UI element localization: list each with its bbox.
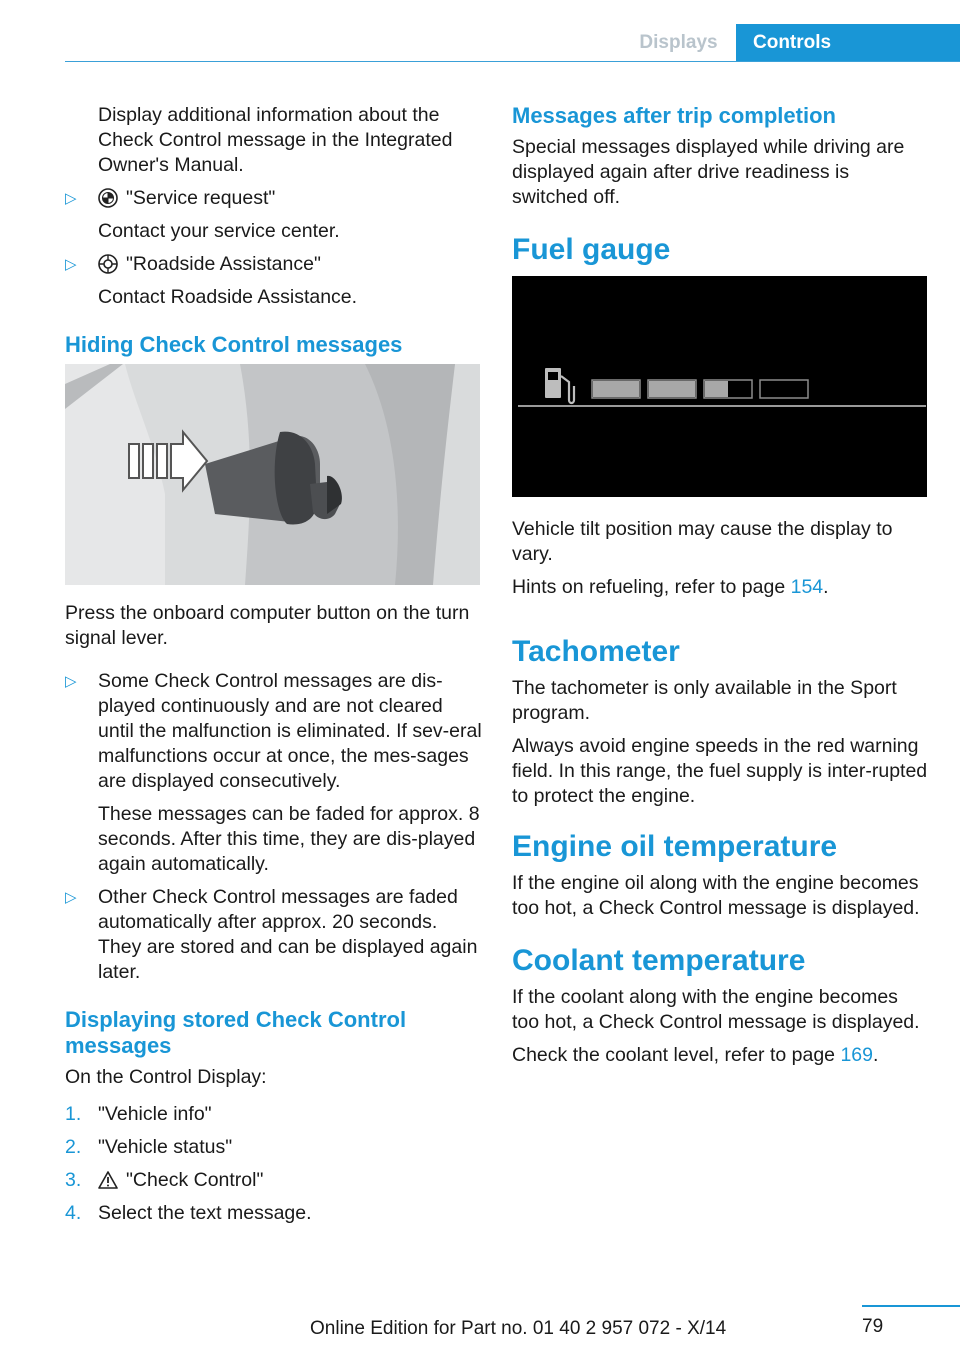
left-column [65, 103, 483, 1234]
roadside-label: "Roadside Assistance" [126, 253, 321, 275]
faded-text: These messages can be faded for approx. 8 seconds. After this time, they are dis-played again automatically. [98, 803, 480, 875]
tachometer-text-1: The tachometer is only available in the Sport program. [512, 677, 897, 724]
list-item-other [65, 885, 483, 985]
step-number: 1. [65, 1103, 82, 1125]
step-item [65, 1135, 483, 1160]
trip-text: Special messages displayed while driving are displayed again after drive readiness is switched off. [512, 136, 905, 208]
triangle-bullet-icon: ▷ [65, 889, 77, 906]
coolant-text: If the coolant along with the engine becomes too hot, a Check Control message is displayed. [512, 986, 920, 1033]
fuel-gauge-figure [512, 276, 927, 497]
tachometer-text-2: Always avoid engine speeds in the red warning field. In this range, the fuel supply is inter-rupted to protect the engine. [512, 735, 928, 807]
triangle-bullet-icon: ▷ [65, 190, 77, 207]
refuel-page-link[interactable]: 154 [790, 576, 824, 598]
list-item-roadside [65, 252, 483, 277]
service-request-sub: Contact your service center. [98, 220, 340, 242]
step-item [65, 1168, 483, 1193]
right-column [512, 103, 930, 1076]
press-text: Press the onboard computer button on the turn signal lever. [65, 602, 470, 649]
step-number: 2. [65, 1136, 82, 1158]
service-request-label: "Service request" [126, 187, 276, 209]
edition-text: Online Edition for Part no. 01 40 2 957 072 - X/14 [310, 1318, 727, 1339]
tachometer-heading: Tachometer [512, 635, 680, 668]
roadside-sub: Contact Roadside Assistance. [98, 286, 358, 308]
page-number: 79 [862, 1316, 884, 1337]
step-item [65, 1201, 483, 1226]
step-text: "Check Control" [126, 1169, 264, 1191]
hiding-heading: Hiding Check Control messages [65, 332, 403, 357]
oil-temp-text: If the engine oil along with the engine becomes too hot, a Check Control message is displayed. [512, 872, 920, 919]
continuous-text: Some Check Control messages are dis-played continuously and are not cleared until the malfunction is eliminated. If sev-eral malfunctions occur at once, the mes-sages are displayed consecutively. [98, 670, 482, 792]
bmw-logo-icon [98, 188, 118, 208]
fuel-segment-fill [649, 381, 695, 397]
turn-signal-lever-illustration [65, 364, 480, 585]
triangle-bullet-icon: ▷ [65, 256, 77, 273]
coolant-check-text: Check the coolant level, refer to page 169. [512, 1044, 879, 1066]
step-item [65, 1102, 483, 1127]
fuel-segment-outline [760, 380, 808, 398]
fuel-segment-fill [593, 381, 639, 397]
step-text: "Vehicle info" [98, 1103, 212, 1125]
list-item-service-request [65, 186, 483, 211]
step-text: "Vehicle status" [98, 1136, 233, 1158]
step-number: 3. [65, 1169, 82, 1191]
header-section-controls[interactable]: Controls [736, 24, 960, 62]
oil-temp-heading: Engine oil temperature [512, 830, 838, 863]
header-rule [65, 61, 960, 62]
step-text: Select the text message. [98, 1202, 312, 1224]
fuel-gauge-heading: Fuel gauge [512, 233, 671, 266]
stored-heading: Displaying stored Check Control messages [65, 1007, 407, 1058]
trip-heading: Messages after trip completion [512, 103, 836, 128]
intro-text: Display additional information about the Check Control message in the Integrated Owner's Manual. [98, 104, 453, 176]
fuel-segment-fill [705, 381, 728, 397]
coolant-page-link[interactable]: 169 [840, 1044, 873, 1066]
on-display-text: On the Control Display: [65, 1066, 267, 1088]
tilt-text: Vehicle tilt position may cause the display to vary. [512, 518, 893, 565]
step-number: 4. [65, 1202, 82, 1224]
fuel-gauge-display [512, 276, 927, 497]
other-text: Other Check Control messages are faded automatically after approx. 20 seconds. They are stored and can be displayed again later. [98, 886, 478, 983]
header-section-displays[interactable]: Displays [639, 32, 718, 53]
roadside-assistance-icon [98, 254, 118, 274]
turn-signal-lever-figure [65, 364, 480, 585]
list-item-continuous [65, 669, 483, 794]
coolant-heading: Coolant temperature [512, 944, 806, 977]
triangle-bullet-icon: ▷ [65, 673, 77, 690]
warning-triangle-icon [98, 1170, 118, 1190]
footer-rule [862, 1305, 960, 1307]
refuel-text: Hints on refueling, refer to page 154. [512, 576, 829, 598]
